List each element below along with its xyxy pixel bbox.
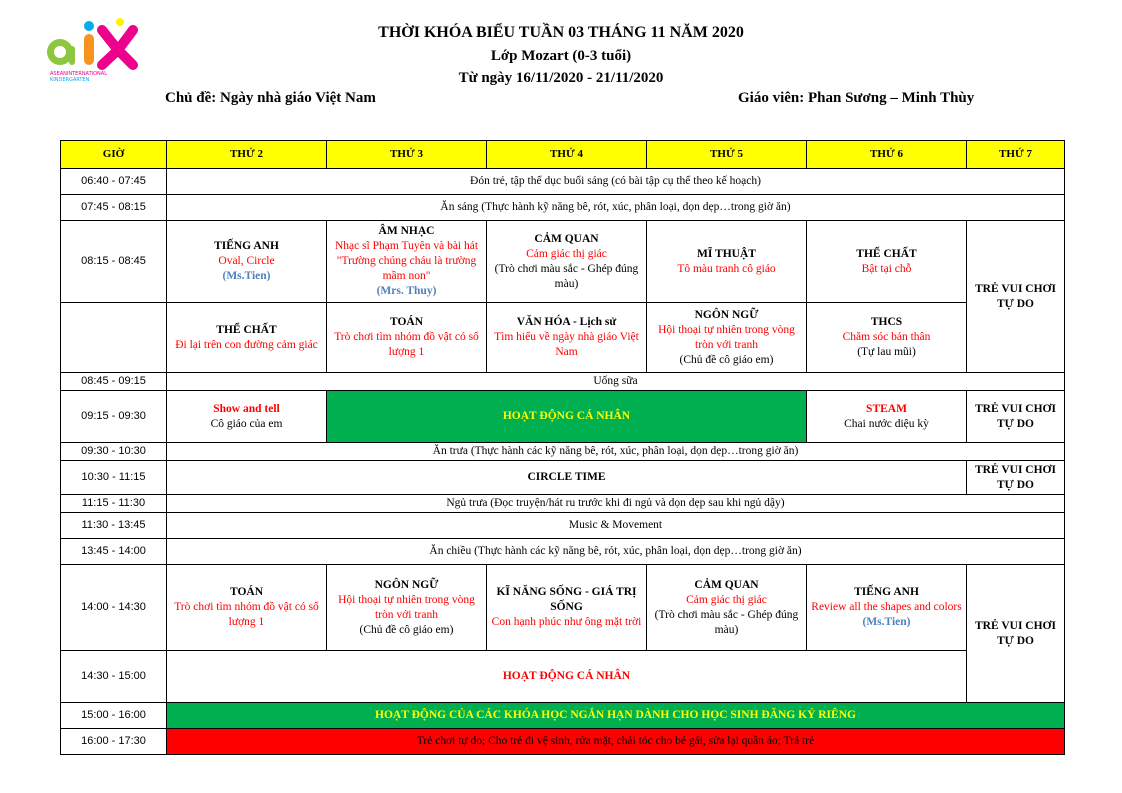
subject: NGÔN NGỮ	[694, 308, 759, 321]
individual-activity-cell: HOẠT ĐỘNG CÁ NHÂN	[167, 651, 967, 703]
col-header-wed: THỨ 4	[487, 141, 647, 169]
lesson-note: (Chủ đề cô giáo em)	[679, 353, 774, 366]
time-cell: 09:30 - 10:30	[61, 443, 167, 461]
time-cell: 14:30 - 15:00	[61, 651, 167, 703]
subject: TOÁN	[229, 586, 264, 598]
lesson-cell-fri	[807, 303, 967, 373]
subject: Show and tell	[213, 402, 280, 415]
table-row	[61, 221, 1065, 303]
teacher-name: (Ms.Tien)	[862, 616, 911, 628]
table-row	[61, 169, 1065, 195]
svg-text:KINDERGARTEN: KINDERGARTEN	[50, 77, 90, 82]
lesson-note: (Tự lau mũi)	[857, 346, 916, 358]
lesson-detail: Bật tại chỗ	[861, 262, 912, 275]
activity-cell: Ăn chiều (Thực hành các kỹ năng bê, rót, xúc, phân loại, dọn dẹp…trong giờ ăn)	[167, 539, 1065, 565]
date-range: Từ ngày 16/11/2020 - 21/11/2020	[458, 70, 664, 86]
lesson-note: (Trò chơi màu sắc - Ghép đúng màu)	[654, 608, 799, 636]
individual-activity-cell: HOẠT ĐỘNG CÁ NHÂN	[327, 391, 807, 443]
timetable	[60, 140, 1065, 755]
subject: VĂN HÓA - Lịch sử	[516, 316, 617, 328]
table-row	[61, 565, 1065, 651]
subject: CẢM QUAN	[694, 578, 759, 591]
col-header-sat: THỨ 7	[967, 141, 1065, 169]
subject: TIẾNG ANH	[214, 240, 279, 252]
table-row	[61, 443, 1065, 461]
lesson-detail: Trò chơi tìm nhóm đồ vật có số lượng 1	[334, 331, 479, 358]
lesson-cell-mon	[167, 391, 327, 443]
lesson-detail: Trò chơi tìm nhóm đồ vật có số lượng 1	[174, 601, 319, 628]
time-cell: 07:45 - 08:15	[61, 195, 167, 221]
subject: KĨ NĂNG SỐNG - GIÁ TRỊ SỐNG	[496, 586, 637, 613]
lesson-detail: Review all the shapes and colors	[811, 601, 962, 613]
teacher-name: (Ms.Tien)	[222, 270, 271, 282]
lesson-detail: Nhạc sĩ Phạm Tuyên và bài hát "Trường chúng cháu là trường mầm non"	[334, 240, 479, 282]
table-row	[61, 651, 1065, 703]
lesson-cell-wed	[487, 565, 647, 651]
subject: THỂ CHẤT	[216, 323, 277, 336]
subject: ÂM NHẠC	[378, 225, 435, 237]
subject: NGÔN NGỮ	[374, 578, 439, 591]
time-cell: 09:15 - 09:30	[61, 391, 167, 443]
lesson-cell-fri	[807, 221, 967, 303]
teachers-label: Giáo viên: Phan Sương – Minh Thùy	[738, 90, 975, 106]
table-row	[61, 373, 1065, 391]
lesson-detail: Cô giáo của em	[210, 417, 283, 430]
activity-cell: Đón trẻ, tập thể dục buổi sáng (có bài tập cụ thể theo kế hoạch)	[167, 169, 1065, 195]
time-cell: 16:00 - 17:30	[61, 729, 167, 755]
subject: TIẾNG ANH	[854, 586, 919, 598]
table-row	[61, 195, 1065, 221]
lesson-cell-tue	[327, 221, 487, 303]
table-row	[61, 539, 1065, 565]
lesson-cell-mon	[167, 303, 327, 373]
lesson-cell-wed	[487, 303, 647, 373]
activity-cell: Ăn trưa (Thực hành các kỹ năng bê, rót, xúc, phân loại, dọn dẹp…trong giờ ăn)	[167, 443, 1065, 461]
subject: THCS	[870, 316, 903, 328]
table-row	[61, 461, 1065, 495]
table-row	[61, 703, 1065, 729]
lesson-detail: Cảm giác thị giác	[526, 247, 607, 260]
lesson-note: (Trò chơi màu sắc - Ghép đúng màu)	[494, 262, 639, 290]
time-cell: 13:45 - 14:00	[61, 539, 167, 565]
pickup-cell: Trẻ chơi tự do; Cho trẻ đi vệ sinh, rửa mặt, chải tóc cho bé gái, sửa lại quần áo; Trả trẻ	[167, 729, 1065, 755]
schedule-title: THỜI KHÓA BIỂU TUẦN 03 THÁNG 11 NĂM 2020	[378, 24, 744, 41]
lesson-detail: Tô màu tranh cô giáo	[677, 262, 776, 275]
header-row	[61, 141, 1065, 169]
subject: CẢM QUAN	[534, 232, 599, 245]
lesson-cell-thu	[647, 303, 807, 373]
col-header-thu: THỨ 5	[647, 141, 807, 169]
subject: STEAM	[866, 402, 907, 415]
lesson-detail: Oval, Circle	[218, 255, 275, 267]
theme-label: Chủ đề: Ngày nhà giáo Việt Nam	[165, 90, 376, 106]
time-cell: 14:00 - 14:30	[61, 565, 167, 651]
time-cell: 10:30 - 11:15	[61, 461, 167, 495]
free-play-cell: TRẺ VUI CHƠI TỰ DO	[967, 221, 1065, 373]
lesson-detail: Tìm hiểu về ngày nhà giáo Việt Nam	[494, 331, 639, 358]
lesson-cell-mon	[167, 565, 327, 651]
lesson-detail: Chăm sóc bản thân	[842, 331, 931, 343]
lesson-cell-tue	[327, 303, 487, 373]
free-play-cell: TRẺ VUI CHƠI TỰ DO	[967, 391, 1065, 443]
lesson-cell-thu	[647, 565, 807, 651]
lesson-cell-wed	[487, 221, 647, 303]
table-row	[61, 729, 1065, 755]
lesson-detail: Đi lại trên con đường cảm giác	[175, 338, 318, 351]
subject: TOÁN	[389, 316, 424, 328]
subject: THỂ CHẤT	[856, 247, 917, 260]
lesson-cell-thu	[647, 221, 807, 303]
lesson-note: (Chủ đề cô giáo em)	[359, 623, 454, 636]
free-play-cell: TRẺ VUI CHƠI TỰ DO	[967, 461, 1065, 495]
class-name: Lớp Mozart (0-3 tuổi)	[490, 48, 632, 64]
lesson-detail: Hội thoại tự nhiên trong vòng tròn với tranh	[658, 323, 795, 351]
circle-time-cell: CIRCLE TIME	[167, 461, 967, 495]
time-cell: 15:00 - 16:00	[61, 703, 167, 729]
table-row	[61, 513, 1065, 539]
time-cell	[61, 303, 167, 373]
time-cell: 11:30 - 13:45	[61, 513, 167, 539]
teacher-name: (Mrs. Thuy)	[376, 285, 437, 297]
lesson-detail: Hội thoại tự nhiên trong vòng tròn với tranh	[338, 593, 475, 621]
col-header-mon: THỨ 2	[167, 141, 327, 169]
lesson-detail: Chai nước diệu kỳ	[844, 417, 929, 430]
lesson-cell-mon	[167, 221, 327, 303]
time-cell: 08:45 - 09:15	[61, 373, 167, 391]
table-row	[61, 391, 1065, 443]
subject: MĨ THUẬT	[697, 247, 756, 260]
activity-cell: Music & Movement	[167, 513, 1065, 539]
free-play-cell: TRẺ VUI CHƠI TỰ DO	[967, 565, 1065, 703]
col-header-tue: THỨ 3	[327, 141, 487, 169]
lesson-detail: Con hạnh phúc như ông mặt trời	[491, 616, 642, 628]
lesson-cell-tue	[327, 565, 487, 651]
table-row	[61, 303, 1065, 373]
lesson-cell-fri	[807, 391, 967, 443]
activity-cell: Ăn sáng (Thực hành kỹ năng bê, rót, xúc, phân loại, dọn dẹp…trong giờ ăn)	[167, 195, 1065, 221]
table-row	[61, 495, 1065, 513]
activity-cell: Ngủ trưa (Đọc truyện/hát ru trước khi đi ngủ và dọn dẹp sau khi ngủ dậy)	[167, 495, 1065, 513]
time-cell: 08:15 - 08:45	[61, 221, 167, 303]
time-cell: 11:15 - 11:30	[61, 495, 167, 513]
short-course-cell: HOẠT ĐỘNG CỦA CÁC KHÓA HỌC NGẮN HẠN DÀNH CHO HỌC SINH ĐĂNG KÝ RIÊNG	[167, 703, 1065, 729]
svg-text:ASEANINTERNATIONAL: ASEANINTERNATIONAL	[50, 71, 107, 77]
activity-cell: Uống sữa	[167, 373, 1065, 391]
lesson-cell-fri	[807, 565, 967, 651]
time-cell: 06:40 - 07:45	[61, 169, 167, 195]
col-header-fri: THỨ 6	[807, 141, 967, 169]
col-header-time: GIỜ	[61, 141, 167, 169]
lesson-detail: Cảm giác thị giác	[686, 593, 767, 606]
